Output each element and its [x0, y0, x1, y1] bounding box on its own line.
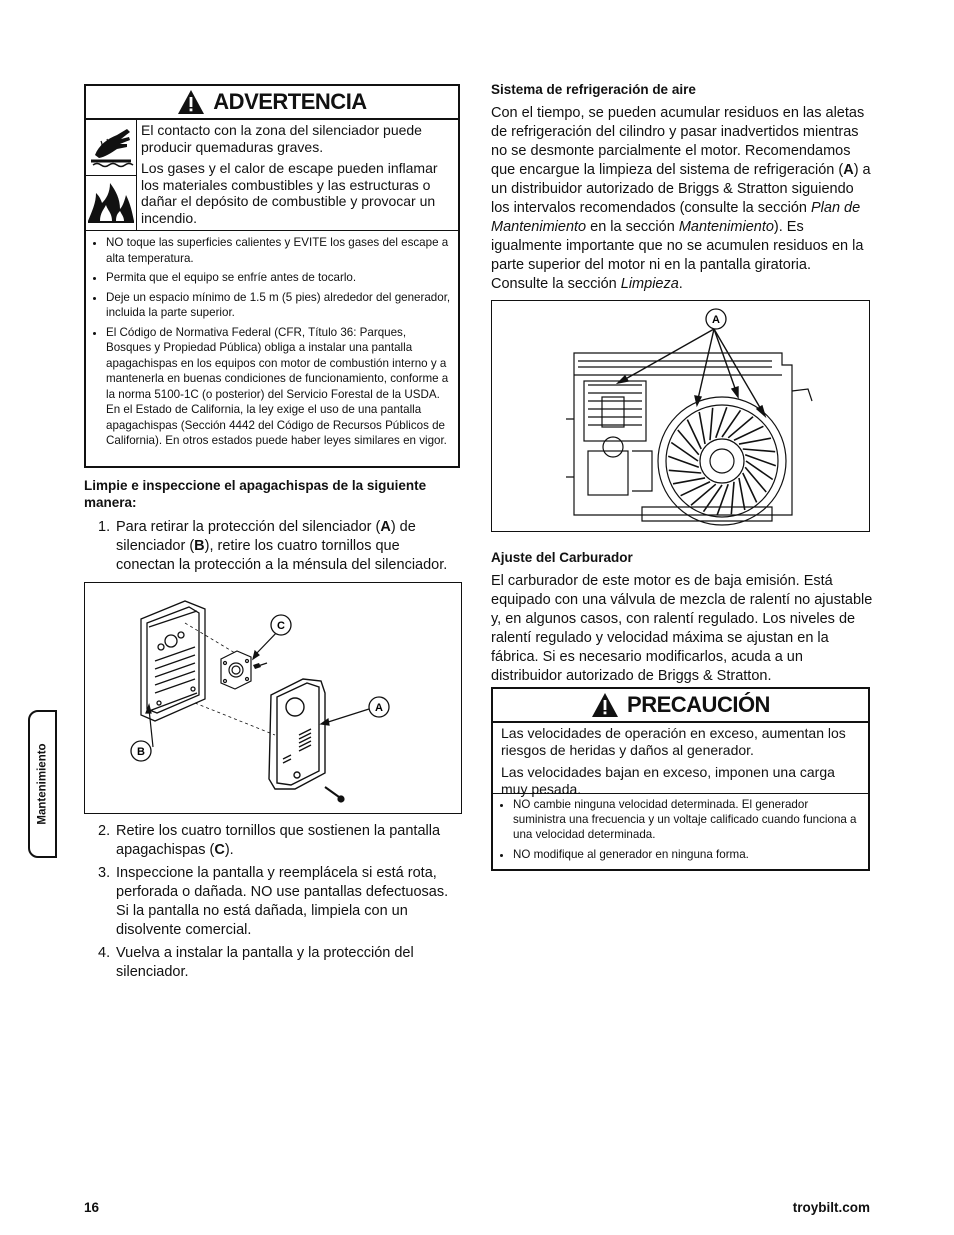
flywheel-fin — [678, 430, 699, 455]
warning-header — [86, 86, 458, 120]
footer-site: troybilt.com — [792, 1200, 870, 1215]
figure-label-b: B — [137, 746, 145, 758]
flywheel-fin — [739, 438, 771, 444]
figure-label-a: A — [375, 702, 383, 714]
page-number: 16 — [84, 1200, 100, 1215]
engine-diagram — [492, 301, 869, 531]
section-side-tab — [28, 710, 57, 858]
flywheel-fin — [743, 449, 775, 452]
muffler-diagram — [85, 583, 461, 813]
warning-box — [84, 84, 460, 468]
flywheel-fin — [691, 484, 716, 505]
steps-list-2 — [84, 822, 462, 982]
warning-text-2: Los gases y el calor de escape pueden inflamar los materiales combustibles y las estructuras o dañar el depósito de combustible y provocar un incendio. — [141, 160, 438, 226]
carburetor-paragraph: El carburador de este motor es de baja emisión. Está equipado con una válvula de mezcla de ralentí no ajustable y, en algunos casos, con ralentí regulado. Los niveles de ralentí regulado y velocidad máxima se ajustan en la fábrica. Si es necesario modificarlos, acuda a un distribuidor autorizado de Briggs & Stratton. — [491, 573, 873, 684]
warning-bullet: • NO toque las superficies calientes y EVITE los gases del escape a alta temperatura. — [106, 235, 452, 266]
caution-bullets — [493, 794, 868, 862]
flywheel-fin — [745, 467, 766, 492]
side-tab-label: Mantenimiento — [36, 743, 49, 825]
fire-icon — [86, 175, 136, 231]
warning-triangle-icon — [177, 89, 205, 115]
warning-title: ADVERTENCIA — [213, 89, 367, 114]
flywheel-fins — [668, 407, 776, 515]
caution-text-2: Las velocidades bajan en exceso, imponen una carga muy pesada. — [501, 764, 835, 797]
engine-figure — [491, 300, 870, 532]
warning-bullets — [86, 231, 458, 449]
step-2: 2. Retire los cuatro tornillos que sostienen la pantalla apagachispas (C). — [98, 823, 441, 858]
carburetor-heading: Ajuste del Carburador — [491, 550, 633, 565]
muffler-figure — [84, 582, 462, 814]
figure-label-c: C — [277, 620, 285, 632]
caution-header — [493, 689, 868, 723]
cooling-heading: Sistema de refrigeración de aire — [491, 82, 696, 97]
step-3: 3. Inspeccione la pantalla y reemplácela si está rota, perforada o dañada. NO use pantallas defectuosas. Si la pantalla no está dañada, limpiela con un disolvente comercial. — [98, 865, 449, 938]
flywheel-fin — [739, 478, 745, 510]
caution-box — [491, 687, 870, 871]
flywheel-fin — [731, 482, 734, 514]
caution-triangle-icon — [591, 692, 619, 718]
hot-surface-hand-icon — [86, 120, 136, 175]
flywheel-fin — [699, 412, 705, 444]
engine-label-a: A — [712, 314, 720, 326]
cooling-paragraph: Con el tiempo, se pueden acumular residuos en las aletas de refrigeración del cilindro y pasar inadvertidos mientras no se desmonte parcialmente el motor. Recomendamos que encargue la limpieza del sistema de refrigeración (A) a un distribuidor autorizado de Briggs & Stratton siguiendo los intervalos recomendados (consulte la sección Plan de Mantenimiento en la sección Mantenimiento). Es igualmente importante que no se acumulen residuos en la parte superior del motor ni en la pantalla giratoria. Consulte la sección Limpieza. — [491, 105, 871, 292]
flywheel-fin — [728, 417, 753, 438]
step-1: 1. Para retirar la protección del silenciador (A) de silenciador (B), retire los cuatro tornillos que conectan la protección a la ménsula del silenciador. — [98, 519, 448, 573]
steps-list-1 — [84, 518, 462, 575]
caution-bullet: • NO cambie ninguna velocidad determinada. El generador suministra una frecuencia y un voltaje calificado cuando funciona a una velocidad determinada. — [513, 797, 862, 843]
warning-text-1: El contacto con la zona del silenciador puede producir quemaduras graves. — [141, 122, 422, 155]
step-4: 4. Vuelva a instalar la pantalla y la protección del silenciador. — [98, 945, 414, 980]
caution-title: PRECAUCIÓN — [627, 692, 770, 717]
caution-text-1: Las velocidades de operación en exceso, aumentan los riesgos de heridas y daños al generador. — [501, 725, 846, 758]
flywheel-fin — [673, 478, 705, 484]
warning-bullet: • Permita que el equipo se enfríe antes de tocarlo. — [106, 270, 452, 286]
warning-bullet: • El Código de Normativa Federal (CFR, Título 36: Parques, Bosques y Propiedad Pública) obliga a instalar una pantalla apagachispas en los equipos con motor de combustión interno y a mantenerla en buenas condiciones de funcionamiento, conforme a la norma 5100-1C (o posterior) del Servicio Forestal de la USDA. En el Estado de California, la ley exige el uso de una pantalla apagachispas (Sección 4442 del Código de Recursos Públicos de California). En otros estados puede haber leyes similares en vigor. — [106, 325, 452, 449]
spark-arrester-heading: Limpie e inspeccione el apagachispas de la siguiente manera: — [84, 478, 427, 510]
caution-bullet: • NO modifique al generador en ninguna forma. — [513, 847, 862, 862]
warning-bullet: • Deje un espacio mínimo de 1.5 m (5 pies) alrededor del generador, incluida la parte superior. — [106, 290, 452, 321]
flywheel-fin — [710, 408, 713, 440]
flywheel-fin — [669, 470, 701, 473]
